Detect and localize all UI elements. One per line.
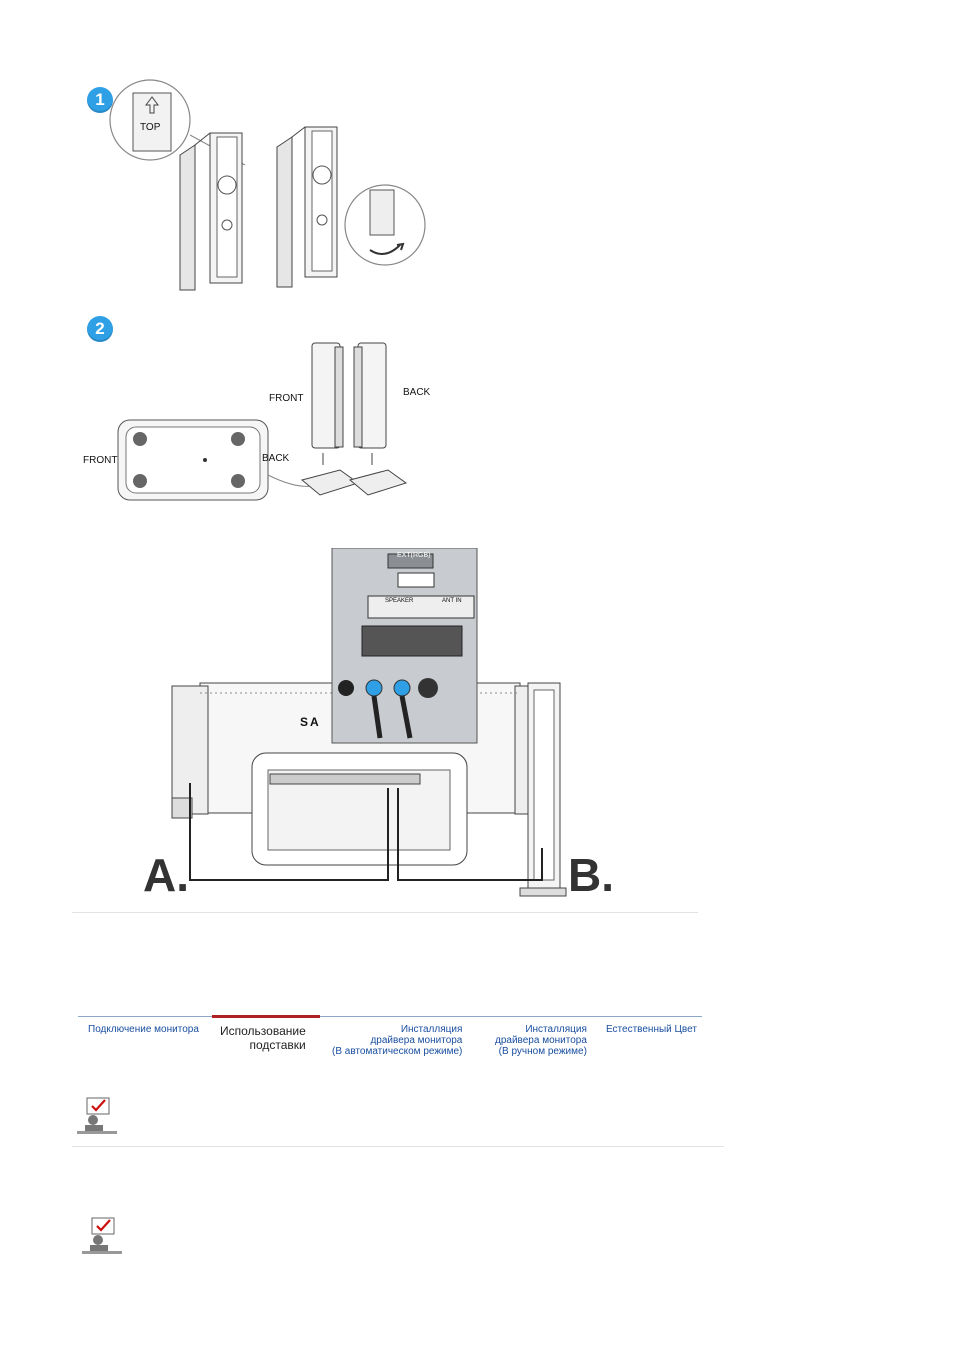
- step-2-illustration: [110, 335, 450, 510]
- note-check-icon-2: [80, 1216, 124, 1256]
- speaker-jack-label: SPEAKER: [385, 598, 414, 604]
- tab-connect-monitor[interactable]: Подключение монитора: [88, 1024, 199, 1035]
- tabs-top-rule: [78, 1016, 702, 1017]
- front-label-left: FRONT: [83, 455, 118, 466]
- monitor-logo: SA: [300, 715, 321, 729]
- label-a: A.: [143, 849, 189, 901]
- section-divider: [72, 912, 698, 913]
- active-tab-indicator: [212, 1015, 320, 1018]
- step-1-badge: 1: [87, 87, 113, 113]
- note-check-icon: [75, 1096, 119, 1136]
- label-b: B.: [568, 849, 614, 901]
- front-label-speaker: FRONT: [269, 393, 304, 404]
- section-tabs: [78, 1016, 702, 1068]
- connection-illustration: [140, 548, 620, 903]
- ant-in-label: ANT IN: [442, 598, 462, 604]
- note-divider: [72, 1146, 724, 1147]
- back-label-speaker: BACK: [403, 387, 431, 398]
- tab-driver-auto[interactable]: Инсталляция драйвера монитора (В автоматическом режиме): [332, 1024, 463, 1057]
- top-label: TOP: [140, 122, 161, 133]
- ext-rgb-label: EXT(RGB): [397, 552, 431, 559]
- step-1-illustration: [105, 75, 445, 295]
- tab-natural-color[interactable]: Естественный Цвет: [606, 1024, 697, 1035]
- tab-driver-manual[interactable]: Инсталляция драйвера монитора (В ручном режиме): [495, 1024, 587, 1057]
- back-label-center: BACK: [262, 453, 290, 464]
- step-2-badge: 2: [87, 316, 113, 342]
- tab-use-stand[interactable]: Использование подставки: [220, 1024, 306, 1052]
